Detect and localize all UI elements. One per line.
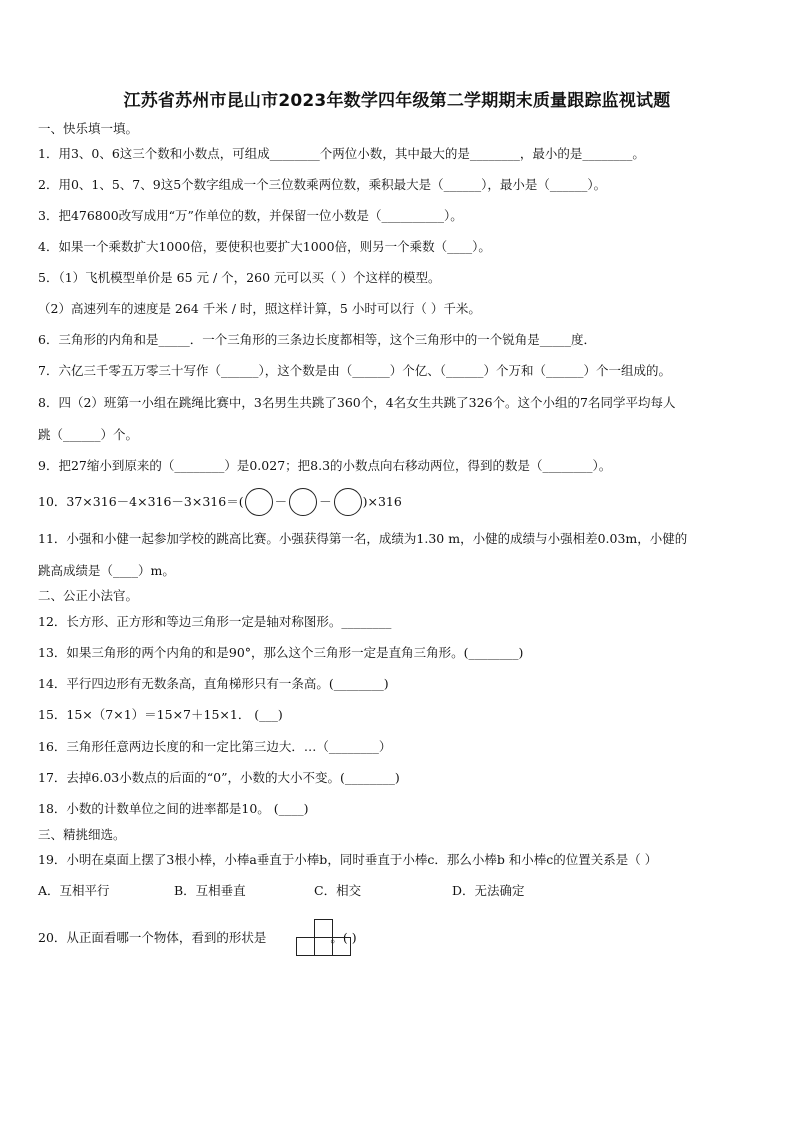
minus-sign-2: － <box>319 494 332 509</box>
question-3: 3．把476800改写成用“万”作单位的数，并保留一位小数是（__________）。 <box>38 208 463 223</box>
question-19: 19．小明在桌面上摆了3根小棒，小棒a垂直于小棒b，同时垂直于小棒c．那么小棒b 和小棒c的位置关系是（ ） <box>38 852 658 867</box>
question-11-line2: 跳高成绩是（____）m。 <box>38 563 175 578</box>
question-10-expression: 10．37×316－4×316－3×316＝( <box>38 494 244 509</box>
question-14: 14．平行四边形有无数条高，直角梯形只有一条高。(________) <box>38 676 389 691</box>
question-9: 9．把27缩小到原来的（________）是0.027；把8.3的小数点向右移动两位，得到的数是（________）。 <box>38 458 612 473</box>
section-heading-2: 二、公正小法官。 <box>38 588 139 603</box>
section-heading-3: 三、精挑细选。 <box>38 827 126 842</box>
minus-sign-1: － <box>274 494 288 509</box>
question-10 <box>38 487 768 517</box>
section-heading-1: 一、快乐填一填。 <box>38 121 139 136</box>
choice-b[interactable]: B．互相垂直 <box>174 883 246 898</box>
answer-circle-3[interactable] <box>334 488 362 516</box>
question-15: 15．15×（7×1）＝15×7＋15×1． (___) <box>38 707 283 722</box>
page-title: 江苏省苏州市昆山市2023年数学四年级第二学期期末质量跟踪监视试题 <box>123 91 671 111</box>
choice-c[interactable]: C．相交 <box>314 883 362 898</box>
shape-bottom-middle-square <box>315 938 333 956</box>
question-1: 1．用3、0、6这三个数和小数点，可组成________个两位小数，其中最大的是________，最小的是________。 <box>38 146 645 161</box>
answer-circle-1[interactable] <box>245 488 273 516</box>
question-8-line1: 8．四（2）班第一小组在跳绳比赛中，3名男生共跳了360个，4名女生共跳了326个。这个小组的7名同学平均每人 <box>38 395 676 410</box>
shape-bottom-right-square <box>333 938 351 956</box>
question-6: 6．三角形的内角和是_____．一个三角形的三条边长度都相等，这个三角形中的一个锐角是_____度． <box>38 332 596 347</box>
question-19-choices <box>38 881 768 901</box>
question-12: 12．长方形、正方形和等边三角形一定是轴对称图形。________ <box>38 614 392 629</box>
question-16: 16．三角形任意两边长度的和一定比第三边大．…（________） <box>38 739 392 754</box>
question-2: 2．用0、1、5、7、9这5个数字组成一个三位数乘两位数，乘积最大是（______），最小是（______）。 <box>38 177 607 192</box>
question-4: 4．如果一个乘数扩大1000倍，要使积也要扩大1000倍，则另一个乘数（____）。 <box>38 239 491 254</box>
choice-a[interactable]: A．互相平行 <box>38 883 110 898</box>
question-8-line2: 跳（______）个。 <box>38 427 139 442</box>
question-17: 17．去掉6.03小数点的后面的“0”，小数的大小不变。(________) <box>38 770 400 785</box>
question-11-line1: 11．小强和小健一起参加学校的跳高比赛。小强获得第一名，成绩为1.30 m，小健的成绩与小强相差0.03m，小健的 <box>38 531 688 546</box>
question-7: 7．六亿三千零五万零三十写作（______），这个数是由（______）个亿、（______）个万和（______）个一组成的。 <box>38 363 671 378</box>
question-18: 18．小数的计数单位之间的进率都是10。 (____) <box>38 801 309 816</box>
question-5b: （2）高速列车的速度是 264 千米 / 时，照这样计算，5 小时可以行（ ）千米。 <box>38 301 481 316</box>
question-20-suffix: 。( ) <box>330 930 357 945</box>
question-5a: 5．（1）飞机模型单价是 65 元 / 个，260 元可以买（ ）个这样的模型。 <box>38 270 441 285</box>
question-20-prefix: 20．从正面看哪一个物体，看到的形状是 <box>38 930 267 945</box>
shape-top-square <box>315 920 333 938</box>
question-20 <box>38 929 768 947</box>
shape-bottom-left-square <box>297 938 315 956</box>
block-shape-figure <box>296 918 356 958</box>
question-13: 13．如果三角形的两个内角的和是90°，那么这个三角形一定是直角三角形。(________) <box>38 645 524 660</box>
choice-d[interactable]: D．无法确定 <box>452 883 525 898</box>
answer-circle-2[interactable] <box>289 488 317 516</box>
question-10-tail: )×316 <box>362 494 402 509</box>
